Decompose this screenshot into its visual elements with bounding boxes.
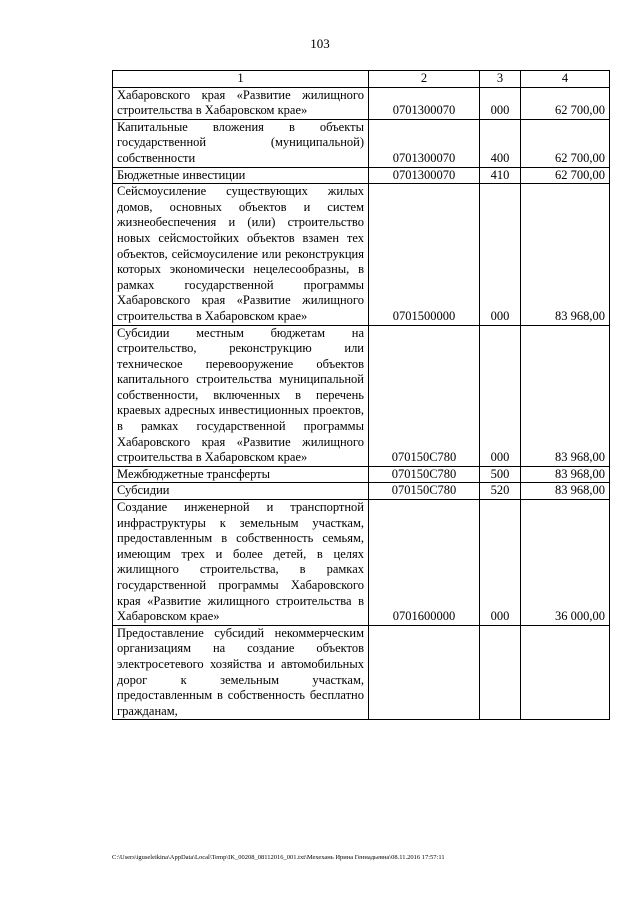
row-amount: 83 968,00: [521, 184, 610, 325]
document-footer-path: C:\Users\iguseleikina\AppData\Local\Temp\IK_00208_08112016_001.txt\Мехехань Ирина Геннадьевна\08.11.2016 17:57:11: [112, 854, 445, 861]
row-amount: 83 968,00: [521, 483, 610, 500]
row-name: Бюджетные инвестиции: [113, 167, 369, 184]
row-amount: [521, 625, 610, 720]
table-row: [113, 500, 610, 626]
row-code: 070150С780: [369, 466, 480, 483]
row-vr: 410: [480, 167, 521, 184]
row-vr: 000: [480, 325, 521, 466]
table-row: [113, 325, 610, 466]
row-name: Сейсмоусиление существующих жилых домов, основных объектов и систем жизнеобеспечения и (или) строительство новых сейсмостойких объектов взамен тех объектов, сейсмоусиление или реконструкция которых экономически нецелесообразны, в рамках государственной программы Хабаровского края «Развитие жилищного строительства в Хабаровском крае»: [113, 184, 369, 325]
row-name: Капитальные вложения в объекты государственной (муниципальной) собственности: [113, 119, 369, 167]
row-vr: 500: [480, 466, 521, 483]
row-amount: 62 700,00: [521, 119, 610, 167]
row-name: Субсидии: [113, 483, 369, 500]
table-row: [113, 466, 610, 483]
row-vr: [480, 625, 521, 720]
row-code: 070150С780: [369, 325, 480, 466]
row-name: Хабаровского края «Развитие жилищного строительства в Хабаровском крае»: [113, 87, 369, 119]
header-cell: 2: [369, 71, 480, 88]
row-code: 0701300070: [369, 167, 480, 184]
row-vr: 400: [480, 119, 521, 167]
row-name: Межбюджетные трансферты: [113, 466, 369, 483]
budget-table: [112, 70, 610, 720]
header-cell: 3: [480, 71, 521, 88]
row-code: [369, 625, 480, 720]
row-vr: 000: [480, 500, 521, 626]
row-amount: 83 968,00: [521, 325, 610, 466]
row-name: Предоставление субсидий некоммерческим организациям на создание объектов электросетевого хозяйства и автомобильных дорог к земельным участкам, предоставленным в собственность бесплатно гражданам,: [113, 625, 369, 720]
row-amount: 62 700,00: [521, 167, 610, 184]
row-code: 070150С780: [369, 483, 480, 500]
table-row: [113, 119, 610, 167]
table-row: [113, 87, 610, 119]
table-header-row: [113, 71, 610, 88]
table-row: [113, 167, 610, 184]
row-name: Создание инженерной и транспортной инфраструктуры к земельным участкам, предоставленным в собственность семьям, имеющим трех и более детей, в целях жилищного строительства, в рамках государственной программы Хабаровского края «Развитие жилищного строительства в Хабаровском крае»: [113, 500, 369, 626]
row-code: 0701500000: [369, 184, 480, 325]
row-code: 0701300070: [369, 119, 480, 167]
row-vr: 000: [480, 87, 521, 119]
row-amount: 83 968,00: [521, 466, 610, 483]
header-cell: 1: [113, 71, 369, 88]
table-row: [113, 483, 610, 500]
row-name: Субсидии местным бюджетам на строительство, реконструкцию или техническое перевооружение объектов капитального строительства муниципальной собственности, включенных в перечень краевых адресных инвестиционных проектов, в рамках государственной программы Хабаровского края «Развитие жилищного строительства в Хабаровском крае»: [113, 325, 369, 466]
row-vr: 000: [480, 184, 521, 325]
table-row: [113, 625, 610, 720]
table-row: [113, 184, 610, 325]
row-amount: 62 700,00: [521, 87, 610, 119]
row-amount: 36 000,00: [521, 500, 610, 626]
row-vr: 520: [480, 483, 521, 500]
page-number: 103: [310, 36, 330, 51]
row-code: 0701600000: [369, 500, 480, 626]
header-cell: 4: [521, 71, 610, 88]
row-code: 0701300070: [369, 87, 480, 119]
